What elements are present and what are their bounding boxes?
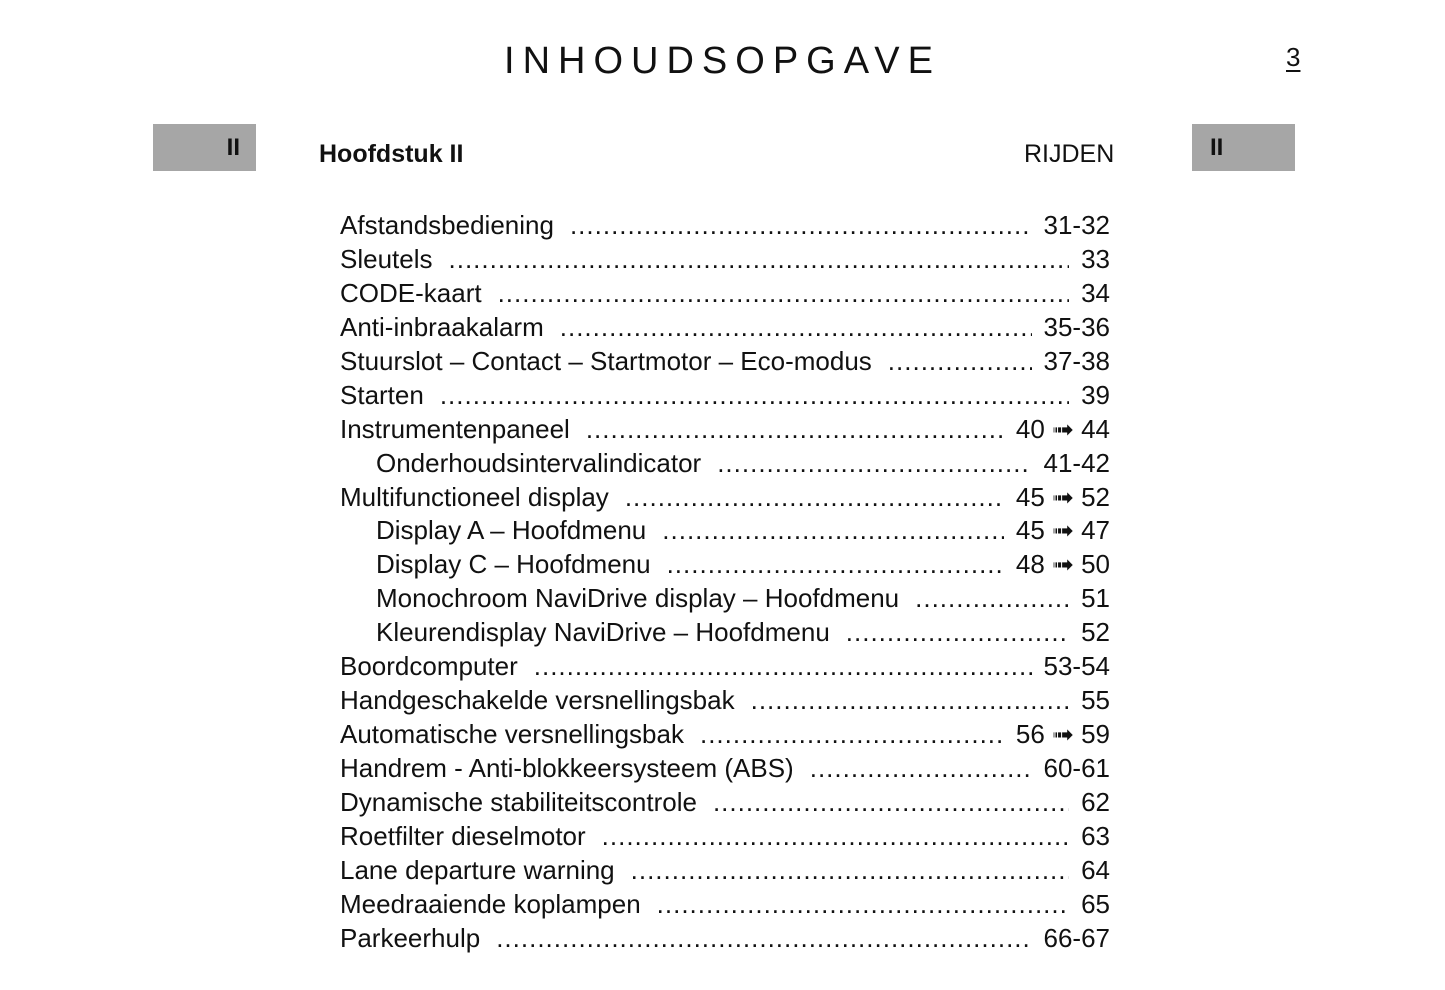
toc-dot-leader — [657, 889, 1069, 920]
toc-entry-label: Display A – Hoofdmenu — [376, 515, 647, 546]
toc-entry-label: CODE-kaart — [340, 277, 482, 308]
toc-dot-leader — [717, 448, 1031, 479]
toc-entry-page: 55 — [1081, 685, 1110, 716]
toc-entry[interactable] — [340, 889, 1110, 923]
toc-entry[interactable] — [340, 414, 1110, 448]
toc-entry-label: Automatische versnellingsbak — [340, 719, 684, 750]
toc-dot-leader — [846, 617, 1069, 648]
toc-entry-label: Anti-inbraakalarm — [340, 311, 544, 342]
toc-dot-leader — [662, 515, 1004, 546]
toc-entry[interactable] — [340, 312, 1110, 346]
toc-entry-page: 45 ➟ 47 — [1015, 515, 1110, 546]
toc-dot-leader — [534, 651, 1032, 682]
toc-entry-label: Stuurslot – Contact – Startmotor – Eco-modus — [340, 345, 872, 376]
toc-entry[interactable] — [340, 210, 1110, 244]
toc-entry-page: 40 ➟ 44 — [1015, 413, 1110, 444]
toc-dot-leader — [449, 244, 1070, 275]
toc-entry-label: Sleutels — [340, 243, 433, 274]
toc-entry[interactable] — [340, 821, 1110, 855]
toc-entry[interactable] — [340, 583, 1110, 617]
toc-dot-leader — [586, 414, 1004, 445]
toc-entry-page: 64 — [1081, 854, 1110, 885]
toc-dot-leader — [700, 719, 1004, 750]
toc-entry-page: 60-61 — [1043, 753, 1110, 783]
toc-entry[interactable] — [340, 380, 1110, 414]
toc-entry-label: Handrem - Anti-blokkeersysteem (ABS) — [340, 753, 794, 783]
toc-entry-page: 37-38 — [1043, 345, 1110, 376]
toc-entry-page: 51 — [1081, 583, 1110, 614]
toc-entry-page: 45 ➟ 52 — [1015, 481, 1110, 512]
toc-entry[interactable] — [340, 923, 1110, 957]
toc-entry[interactable] — [340, 685, 1110, 719]
toc-dot-leader — [602, 821, 1069, 852]
chapter-tab-left: II — [153, 124, 256, 171]
toc-entry[interactable] — [340, 855, 1110, 889]
toc-dot-leader — [498, 278, 1070, 309]
table-of-contents — [340, 210, 1110, 957]
toc-entry[interactable] — [340, 278, 1110, 312]
toc-entry-page: 53-54 — [1043, 651, 1110, 682]
toc-entry[interactable] — [340, 651, 1110, 685]
toc-entry-label: Boordcomputer — [340, 651, 518, 682]
toc-entry-label: Kleurendisplay NaviDrive – Hoofdmenu — [376, 617, 830, 648]
toc-entry-page: 62 — [1081, 786, 1110, 817]
page-title: INHOUDSOPGAVE — [504, 40, 941, 82]
toc-entry-page: 33 — [1081, 243, 1110, 274]
toc-entry-label: Display C – Hoofdmenu — [376, 549, 651, 580]
toc-entry-label: Starten — [340, 379, 424, 410]
toc-dot-leader — [667, 549, 1004, 580]
toc-entry-label: Monochroom NaviDrive display – Hoofdmenu — [376, 583, 900, 614]
toc-entry-page: 52 — [1081, 617, 1110, 648]
toc-dot-leader — [560, 312, 1032, 343]
toc-entry[interactable] — [340, 787, 1110, 821]
toc-entry[interactable] — [340, 617, 1110, 651]
toc-entry-label: Dynamische stabiliteitscontrole — [340, 786, 697, 817]
page-number: 3 — [1286, 42, 1301, 72]
toc-entry-page: 65 — [1081, 888, 1110, 919]
toc-entry[interactable] — [340, 719, 1110, 753]
toc-dot-leader — [751, 685, 1069, 716]
toc-entry-page: 56 ➟ 59 — [1015, 719, 1110, 750]
toc-dot-leader — [625, 482, 1004, 513]
chapter-title: RIJDEN — [1024, 140, 1115, 168]
toc-entry-label: Onderhoudsintervalindicator — [376, 447, 702, 478]
chapter-label: Hoofdstuk II — [319, 140, 464, 168]
toc-dot-leader — [440, 380, 1069, 411]
toc-entry-label: Lane departure warning — [340, 854, 615, 885]
toc-entry-page: 48 ➟ 50 — [1015, 549, 1110, 580]
toc-dot-leader — [915, 583, 1069, 614]
toc-entry-label: Meedraaiende koplampen — [340, 888, 641, 919]
toc-entry[interactable] — [340, 244, 1110, 278]
toc-dot-leader — [810, 753, 1032, 784]
toc-entry-page: 34 — [1081, 277, 1110, 308]
toc-dot-leader — [631, 855, 1069, 886]
toc-entry[interactable] — [340, 549, 1110, 583]
toc-entry[interactable] — [340, 346, 1110, 380]
toc-entry[interactable] — [340, 753, 1110, 787]
toc-entry-page: 63 — [1081, 820, 1110, 851]
toc-entry-label: Multifunctioneel display — [340, 481, 609, 512]
toc-entry-label: Handgeschakelde versnellingsbak — [340, 685, 735, 716]
toc-dot-leader — [570, 210, 1032, 241]
toc-entry-label: Instrumentenpaneel — [340, 413, 570, 444]
toc-entry[interactable] — [340, 515, 1110, 549]
chapter-tab-right: II — [1192, 124, 1295, 171]
toc-entry-page: 41-42 — [1043, 447, 1110, 478]
toc-entry-page: 35-36 — [1043, 311, 1110, 342]
toc-entry-label: Parkeerhulp — [340, 922, 481, 953]
toc-entry-page: 66-67 — [1043, 922, 1110, 953]
toc-entry-page: 31-32 — [1043, 210, 1110, 240]
toc-dot-leader — [713, 787, 1069, 818]
toc-entry[interactable] — [340, 482, 1110, 516]
toc-entry-page: 39 — [1081, 379, 1110, 410]
toc-entry[interactable] — [340, 448, 1110, 482]
toc-entry-label: Roetfilter dieselmotor — [340, 820, 586, 851]
toc-entry-label: Afstandsbediening — [340, 210, 554, 240]
toc-dot-leader — [496, 923, 1031, 954]
toc-dot-leader — [888, 346, 1032, 377]
